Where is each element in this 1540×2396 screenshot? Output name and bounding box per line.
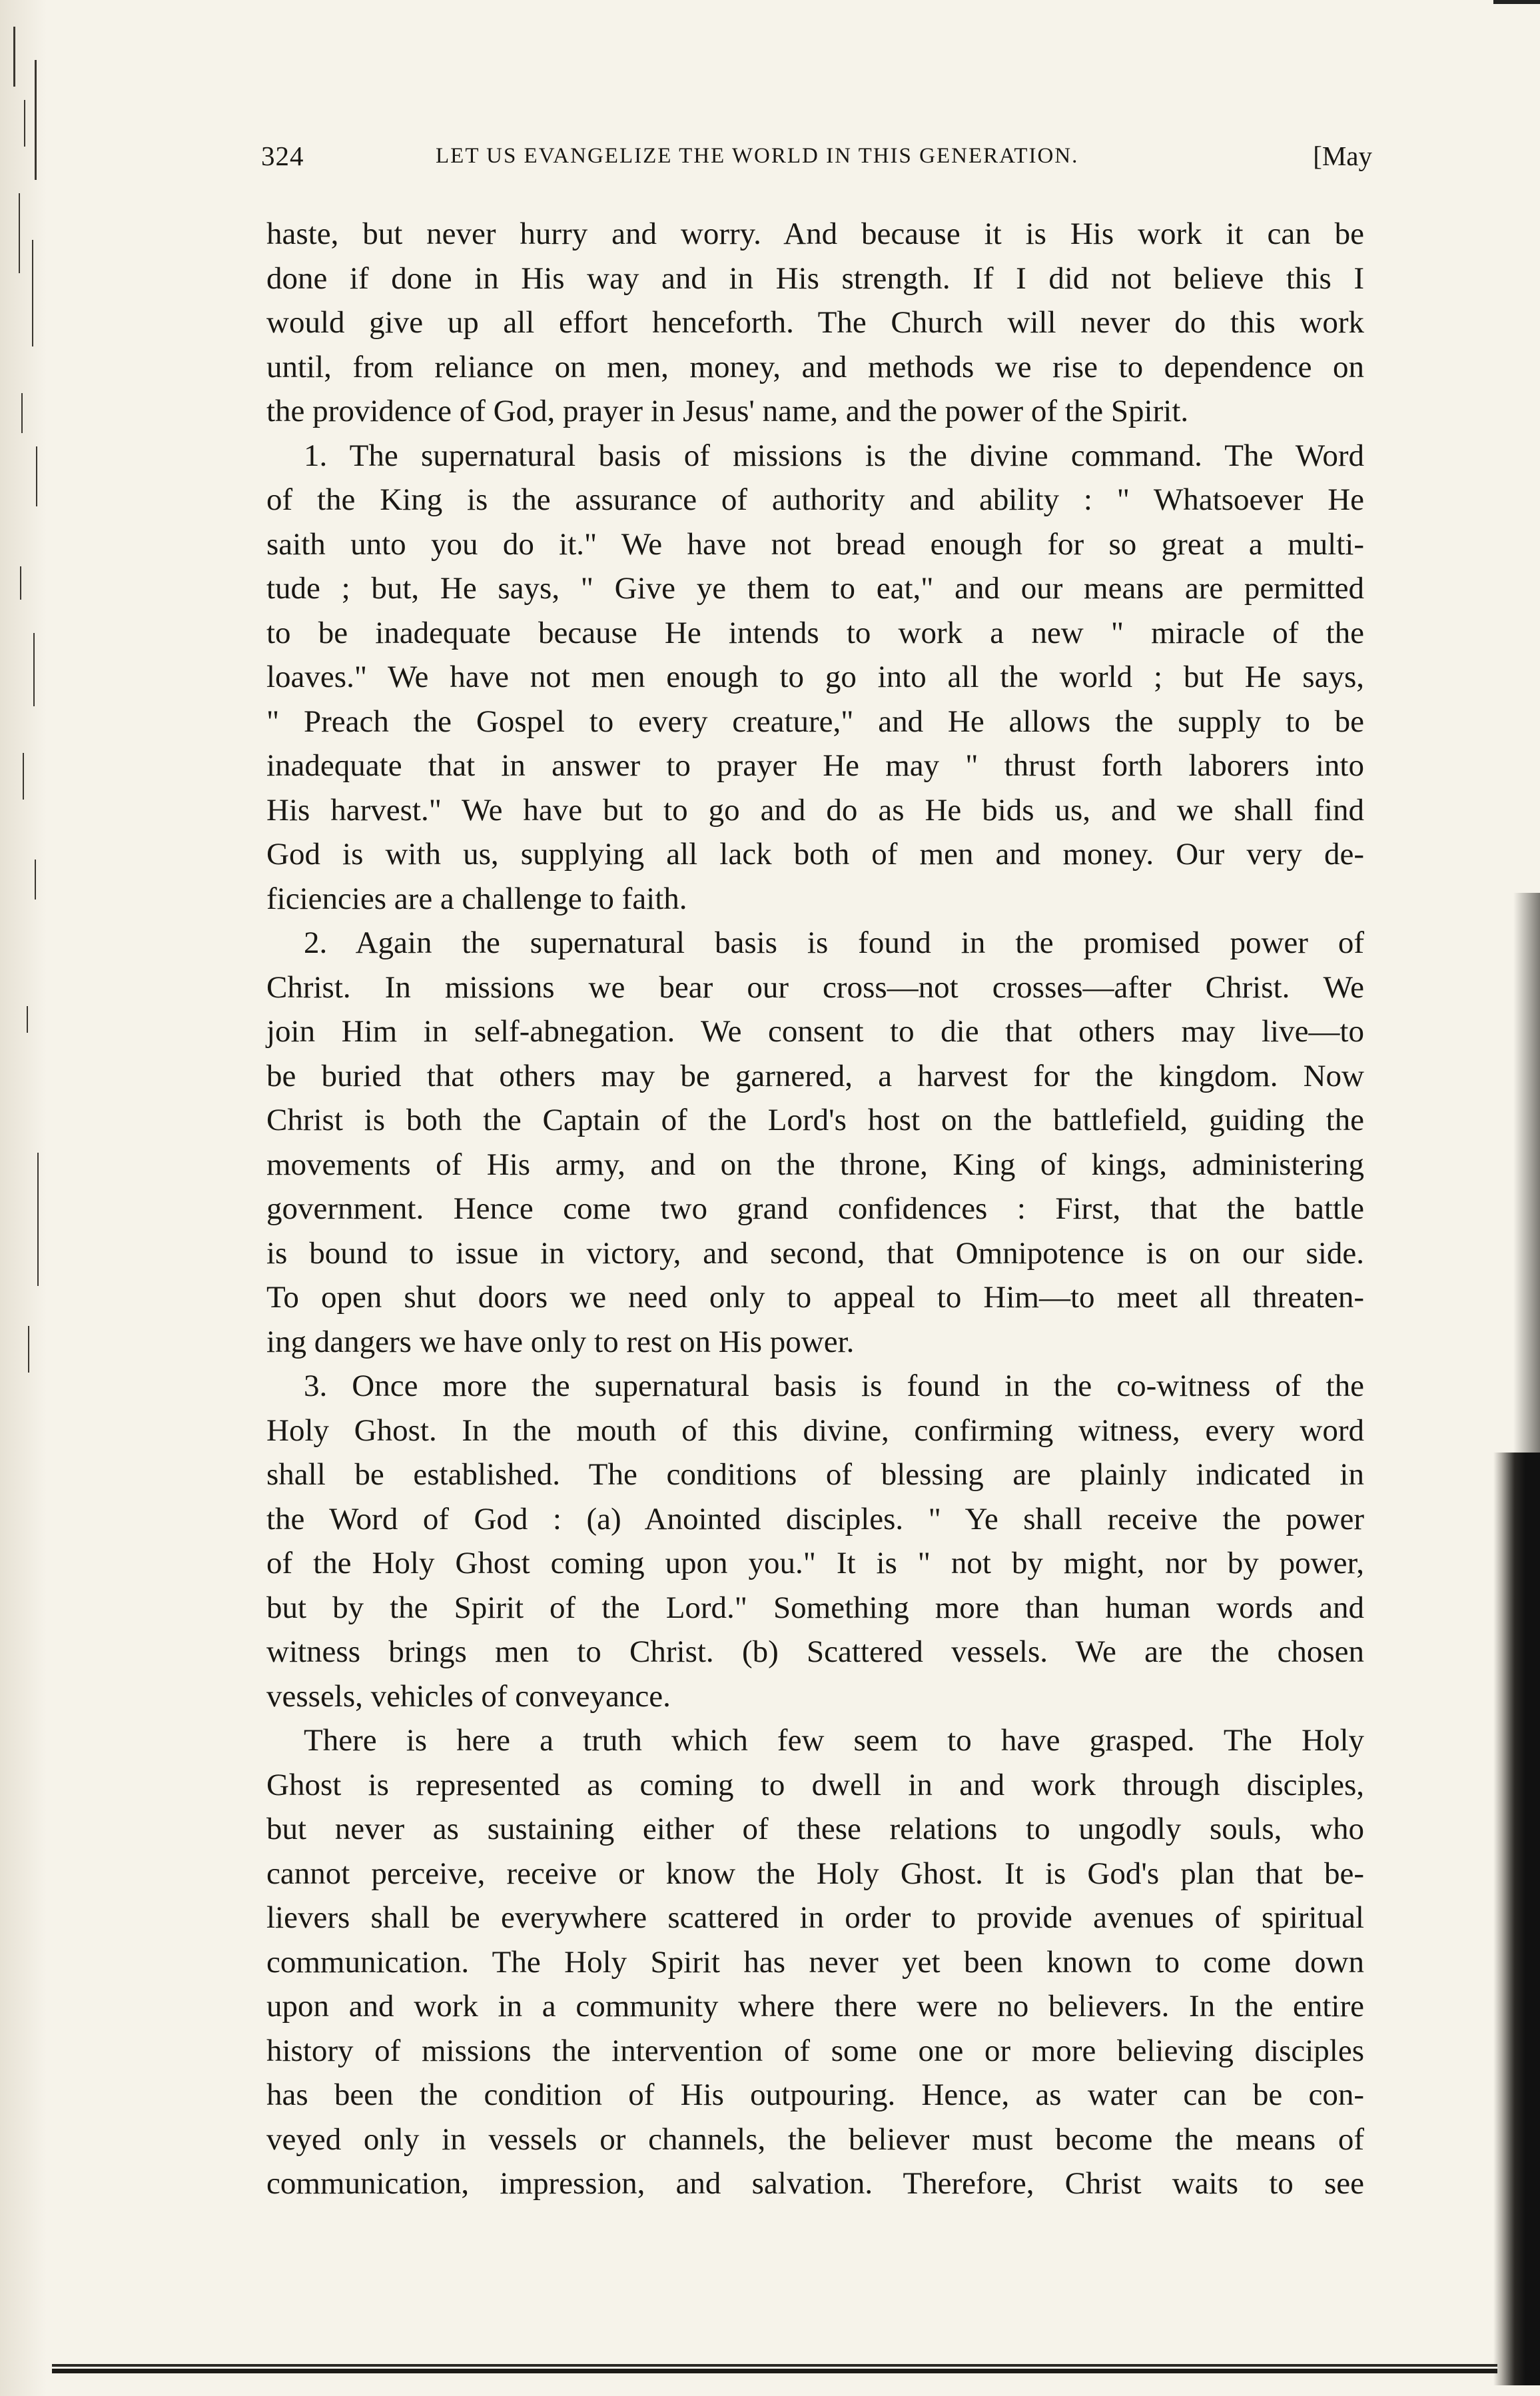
text-line: loaves." We have not men enough to go into all the world ; but He says, bbox=[266, 660, 1364, 694]
text-line: lievers shall be everywhere scattered in order to provide avenues of spiritual bbox=[266, 1900, 1364, 1935]
body-text bbox=[266, 212, 1364, 2206]
text-line: of the King is the assurance of authority and ability : " Whatsoever He bbox=[266, 482, 1364, 517]
running-month: [May bbox=[1313, 141, 1372, 171]
text-line: Christ. In missions we bear our cross—not crosses—after Christ. We bbox=[266, 969, 1364, 1005]
margin-mark bbox=[21, 393, 23, 433]
text-line: join Him in self-abnegation. We consent to die that others may live—to bbox=[266, 1014, 1364, 1049]
margin-mark bbox=[37, 1153, 39, 1286]
binding-shadow bbox=[1513, 893, 1540, 1453]
text-line: inadequate that in answer to prayer He may " thrust forth laborers into bbox=[266, 748, 1364, 783]
text-line: but never as sustaining either of these relations to ungodly souls, who bbox=[266, 1812, 1364, 1846]
text-line: would give up all effort henceforth. The Church will never do this work bbox=[266, 305, 1364, 340]
text-line: until, from reliance on men, money, and methods we rise to dependence on bbox=[266, 349, 1364, 384]
text-line: upon and work in a community where there were no believers. In the entire bbox=[266, 1989, 1364, 2024]
text-line: haste, but never hurry and worry. And because it is His work it can be bbox=[266, 217, 1364, 251]
text-line: ficiencies are a challenge to faith. bbox=[266, 881, 687, 916]
text-line: but by the Spirit of the Lord." Something more than human words and bbox=[266, 1590, 1364, 1625]
margin-mark bbox=[33, 633, 35, 706]
text-line: cannot perceive, receive or know the Holy Ghost. It is God's plan that be- bbox=[266, 1856, 1364, 1891]
text-line: of the Holy Ghost coming upon you." It is " not by might, nor by power, bbox=[266, 1546, 1364, 1580]
text-line: shall be established. The conditions of blessing are plainly indicated in bbox=[266, 1457, 1364, 1492]
text-line: vessels, vehicles of conveyance. bbox=[266, 1678, 671, 1714]
text-line: movements of His army, and on the throne, King of kings, administering bbox=[266, 1147, 1364, 1182]
text-line: the providence of God, prayer in Jesus' name, and the power of the Spirit. bbox=[266, 394, 1189, 428]
text-line: communication. The Holy Spirit has never yet been known to come down bbox=[266, 1944, 1364, 1980]
text-line: has been the condition of His outpouring. Hence, as water can be con- bbox=[266, 2078, 1364, 2112]
margin-mark bbox=[27, 1006, 28, 1033]
text-line: government. Hence come two grand confidences : First, that the battle bbox=[266, 1191, 1364, 1226]
text-line: be buried that others may be garnered, a harvest for the kingdom. Now bbox=[266, 1058, 1364, 1093]
text-line: 1. The supernatural basis of missions is the divine command. The Word bbox=[304, 438, 1364, 473]
text-line: communication, impression, and salvation. Therefore, Christ waits to see bbox=[266, 2166, 1364, 2201]
running-header bbox=[261, 140, 1372, 180]
text-line: His harvest." We have but to go and do as He bids us, and we shall find bbox=[266, 792, 1364, 828]
text-line: There is here a truth which few seem to have grasped. The Holy bbox=[304, 1723, 1364, 1758]
text-line: done if done in His way and in His strength. If I did not believe this I bbox=[266, 261, 1364, 296]
running-title: LET US EVANGELIZE THE WORLD IN THIS GENERATION. bbox=[436, 144, 1079, 168]
text-line: is bound to issue in victory, and second, that Omnipotence is on our side. bbox=[266, 1235, 1364, 1271]
text-line: ing dangers we have only to rest on His power. bbox=[266, 1324, 855, 1359]
margin-mark bbox=[35, 860, 36, 899]
margin-mark bbox=[24, 100, 25, 147]
margin-mark bbox=[35, 60, 37, 180]
text-line: To open shut doors we need only to appeal to Him—to meet all threaten- bbox=[266, 1280, 1364, 1315]
text-line: Holy Ghost. In the mouth of this divine, confirming witness, every word bbox=[266, 1413, 1364, 1448]
text-line: 2. Again the supernatural basis is found in the promised power of bbox=[304, 925, 1364, 960]
text-line: 3. Once more the supernatural basis is found in the co-witness of the bbox=[304, 1369, 1364, 1403]
bottom-rule bbox=[52, 2364, 1497, 2373]
text-line: God is with us, supplying all lack both of men and money. Our very de- bbox=[266, 837, 1364, 872]
page-number: 324 bbox=[261, 141, 304, 171]
text-line: " Preach the Gospel to every creature," and He allows the supply to be bbox=[266, 704, 1364, 739]
text-line: veyed only in vessels or channels, the believer must become the means of bbox=[266, 2121, 1364, 2157]
corner-mark bbox=[1493, 0, 1540, 4]
text-line: witness brings men to Christ. (b) Scattered vessels. We are the chosen bbox=[266, 1634, 1364, 1669]
text-line: history of missions the intervention of some one or more believing disciples bbox=[266, 2033, 1364, 2068]
margin-mark bbox=[23, 753, 24, 800]
text-line: to be inadequate because He intends to work a new " miracle of the bbox=[266, 615, 1364, 650]
margin-mark bbox=[32, 240, 33, 346]
margin-scan-marks bbox=[8, 20, 47, 1752]
margin-mark bbox=[28, 1326, 29, 1373]
text-line: saith unto you do it." We have not bread enough for so great a multi- bbox=[266, 526, 1364, 562]
margin-mark bbox=[20, 566, 21, 600]
margin-mark bbox=[19, 193, 20, 273]
text-line: Ghost is represented as coming to dwell in and work through disciples, bbox=[266, 1767, 1364, 1802]
margin-mark bbox=[13, 27, 15, 87]
text-line: the Word of God : (a) Anointed disciples. " Ye shall receive the power bbox=[266, 1501, 1364, 1536]
text-line: Christ is both the Captain of the Lord's host on the battlefield, guiding the bbox=[266, 1103, 1364, 1137]
text-line: tude ; but, He says, " Give ye them to eat," and our means are permitted bbox=[266, 571, 1364, 606]
margin-mark bbox=[36, 446, 37, 506]
binding-edge bbox=[1493, 1453, 1540, 2385]
